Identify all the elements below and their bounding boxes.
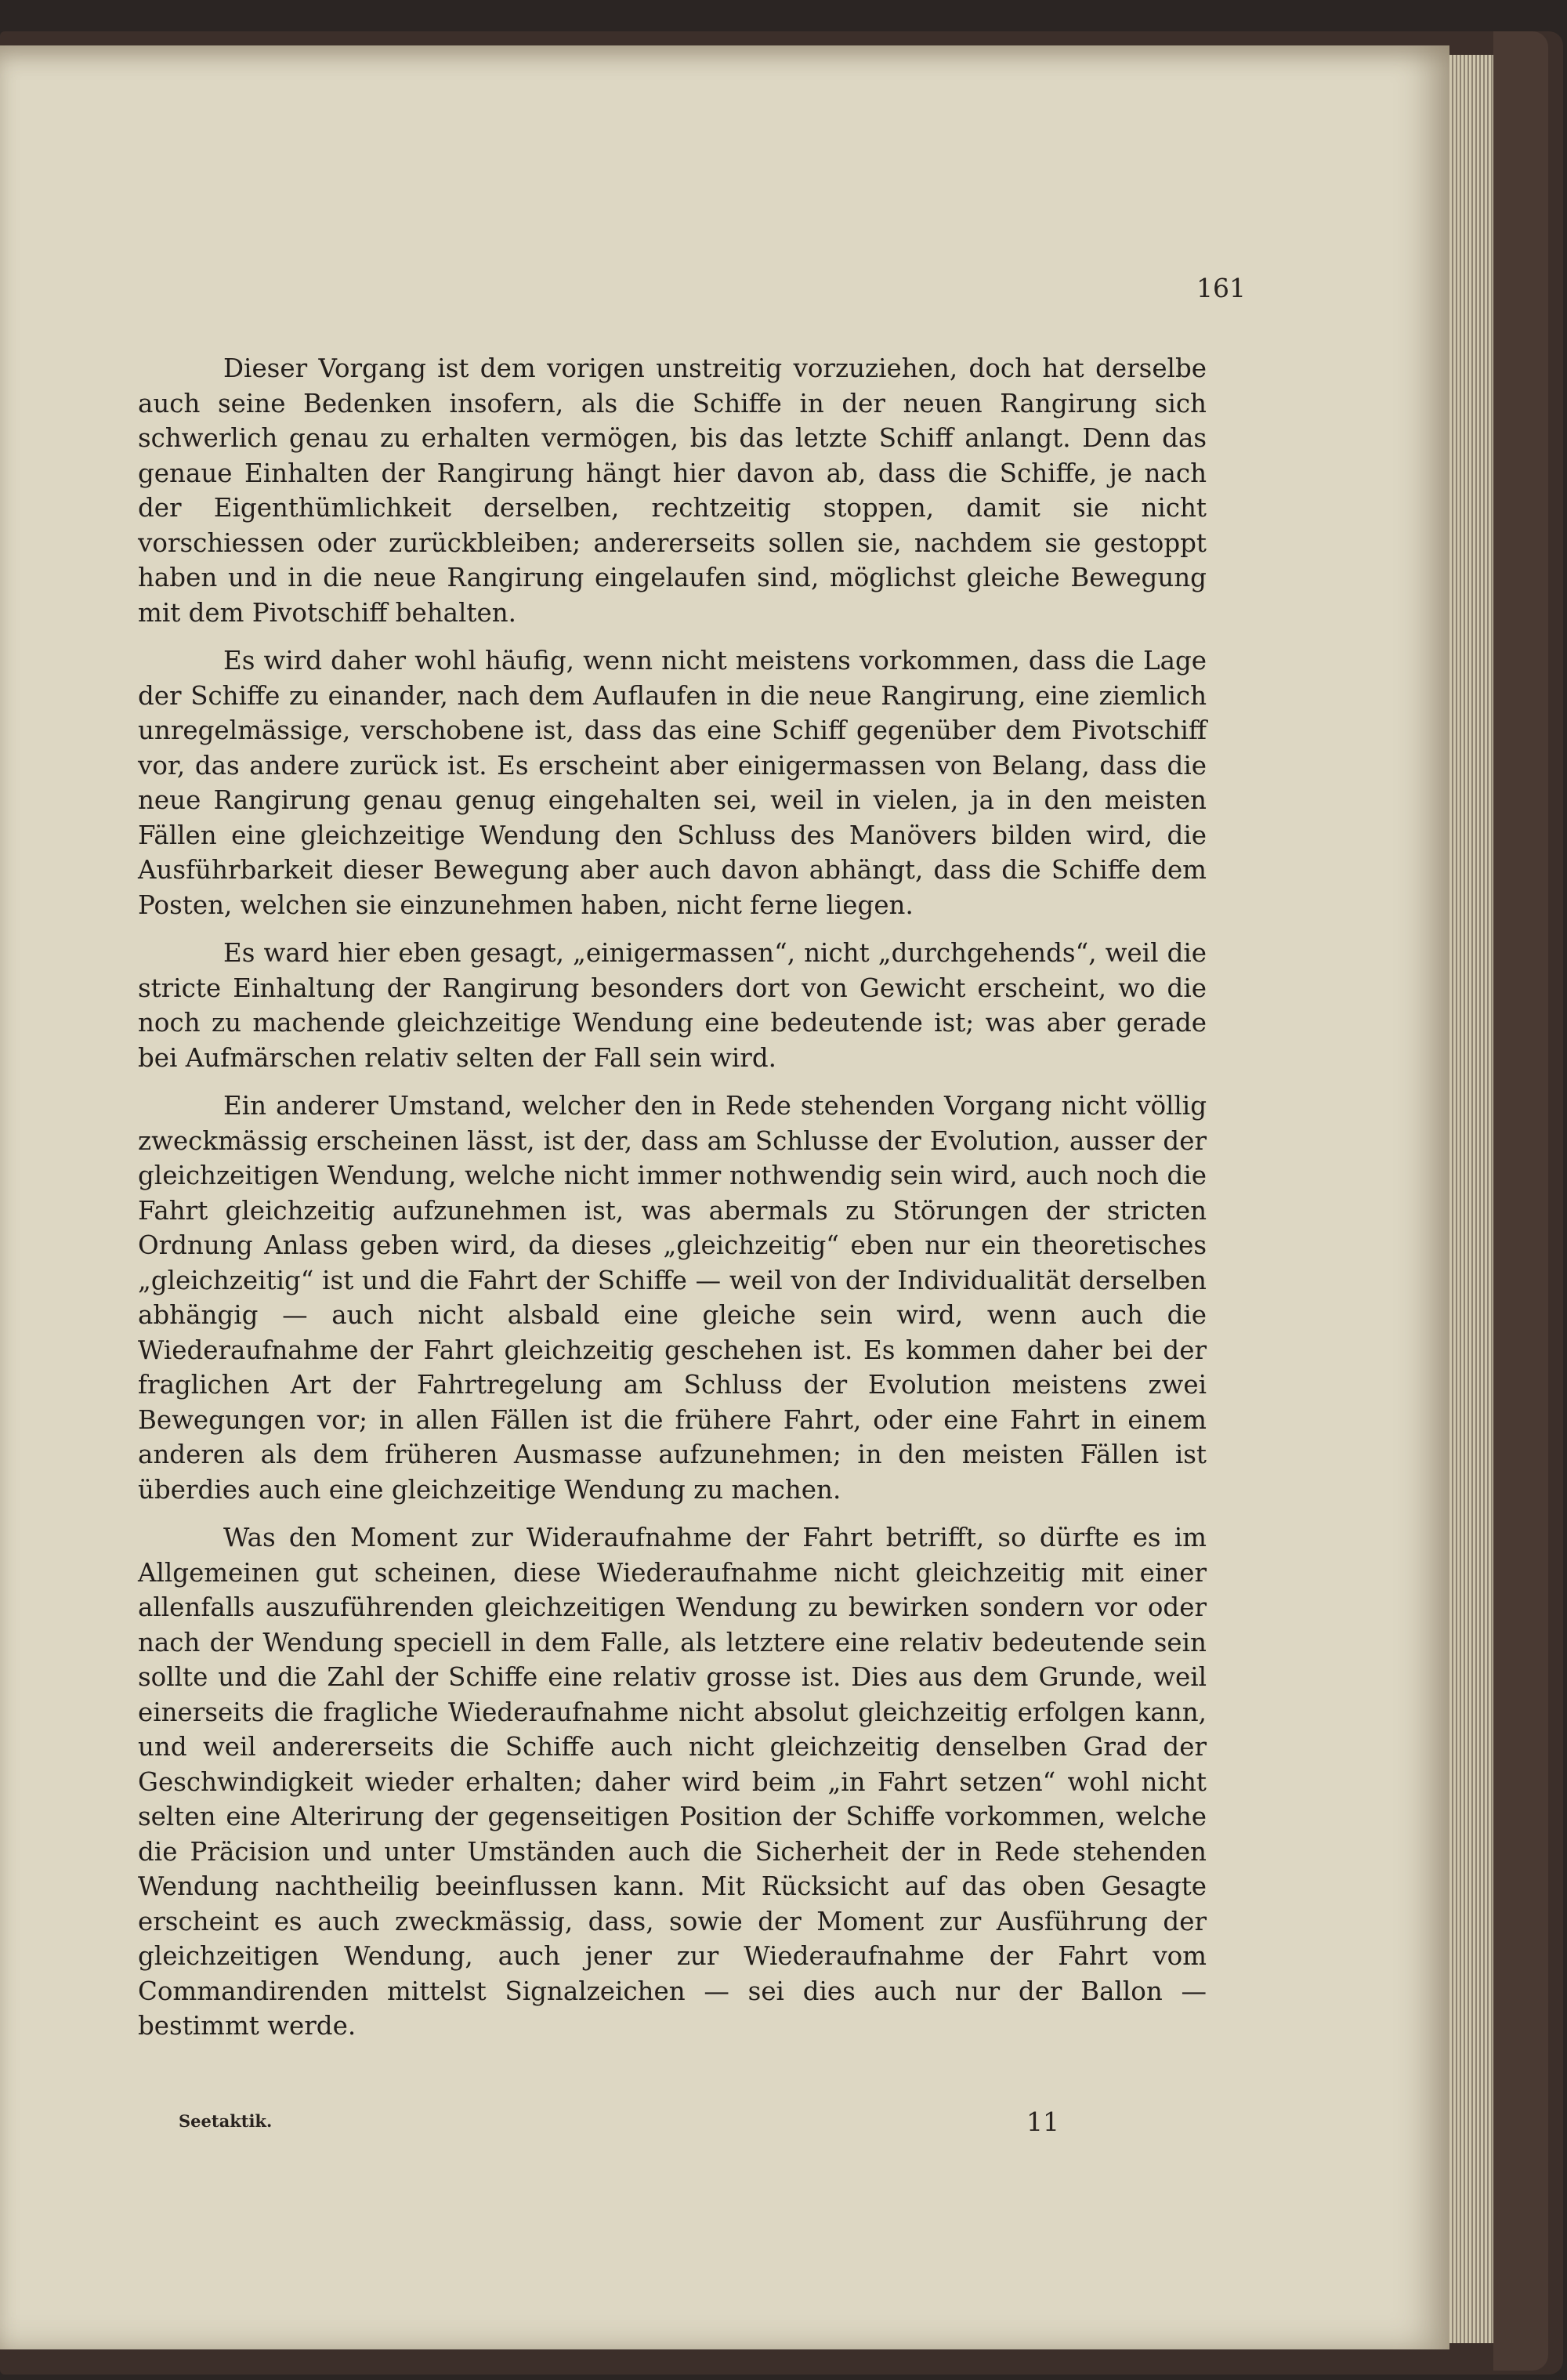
page-edges: [1449, 55, 1493, 2343]
paragraph-1: Dieser Vorgang ist dem vorigen unstreitig vorzuziehen, doch hat derselbe auch seine Bedenken insofern, als die Schiffe in der neuen Rangirung sich schwerlich genau zu erhalten vermögen, bis das letzte Schiff anlangt. Denn das genaue Einhalten der Rangirung hängt hier davon ab, dass die Schiffe, je nach der Eigenthümlichkeit derselben, rechtzeitig stoppen, damit sie nicht vorschiessen oder zurückbleiben; andererseits sollen sie, nachdem sie gestoppt haben und in die neue Rangirung eingelaufen sind, möglichst gleiche Bewegung mit dem Pivotschiff behalten.: [138, 353, 1207, 628]
footer-sheet-number: 11: [1026, 2106, 1059, 2137]
footer-signature: Seetaktik.: [179, 2111, 273, 2131]
book-cover-edge: [1493, 31, 1548, 2371]
paragraph-4: Ein anderer Umstand, welcher den in Rede stehenden Vorgang nicht völlig zweckmässig erscheinen lässt, ist der, dass am Schlusse der Evolution, ausser der gleichzeitigen Wendung, welche nicht immer nothwendig sein wird, auch noch die Fahrt gleichzeitig aufzunehmen ist, was abermals zu Störungen der stricten Ordnung Anlass geben wird, da dieses „gleichzeitig“ eben nur ein theoretisches „gleichzeitig“ ist und die Fahrt der Schiffe — weil von der Individualität derselben abhängig — auch nicht alsbald eine gleiche sein wird, wenn auch die Wiederaufnahme der Fahrt gleichzeitig geschehen ist. Es kommen daher bei der fraglichen Art der Fahrtregelung am Schluss der Evolution meistens zwei Bewegungen vor; in allen Fällen ist die frühere Fahrt, oder eine Fahrt in einem anderen als dem früheren Ausmasse aufzunehmen; in den meisten Fällen ist überdies auch eine gleichzeitige Wendung zu machen.: [138, 1091, 1207, 1505]
paragraph-3: Es ward hier eben gesagt, „einigermassen“, nicht „durchgehends“, weil die stricte Einhaltung der Rangirung besonders dort von Gewicht erscheint, wo die noch zu machende gleichzeitige Wendung eine bedeutende ist; was aber gerade bei Aufmärschen relativ selten der Fall sein wird.: [138, 938, 1207, 1073]
paragraph-5: Was den Moment zur Wideraufnahme der Fahrt betrifft, so dürfte es im Allgemeinen gut scheinen, diese Wiederaufnahme nicht gleichzeitig mit einer allenfalls auszuführenden gleichzeitigen Wendung zu bewirken sondern vor oder nach der Wendung speciell in dem Falle, als letztere eine relativ bedeutende sein sollte und die Zahl der Schiffe eine relativ grosse ist. Dies aus dem Grunde, weil einerseits die fragliche Wiederaufnahme nicht absolut gleichzeitig erfolgen kann, und weil andererseits die Schiffe auch nicht gleichzeitig denselben Grad der Geschwindigkeit wieder erhalten; daher wird beim „in Fahrt setzen“ wohl nicht selten eine Alterirung der gegenseitigen Position der Schiffe vorkommen, welche die Präcision und unter Umständen auch die Sicherheit der in Rede stehenden Wendung nachtheilig beeinflussen kann. Mit Rücksicht auf das oben Gesagte erscheint es auch zweckmässig, dass, sowie der Moment zur Ausführung der gleichzeitigen Wendung, auch jener zur Wiederaufnahme der Fahrt vom Commandirenden mittelst Signalzeichen — sei dies auch nur der Ballon — bestimmt werde.: [138, 1523, 1207, 2041]
page-number: 161: [1196, 273, 1246, 303]
body-text: [138, 351, 1207, 2057]
paragraph-2: Es wird daher wohl häufig, wenn nicht meistens vorkommen, dass die Lage der Schiffe zu einander, nach dem Auflaufen in die neue Rangirung, eine ziemlich unregelmässige, verschobene ist, dass das eine Schiff gegenüber dem Pivotschiff vor, das andere zurück ist. Es erscheint aber einigermassen von Belang, dass die neue Rangirung genau genug eingehalten sei, weil in vielen, ja in den meisten Fällen eine gleichzeitige Wendung den Schluss des Manövers bilden wird, die Ausführbarkeit dieser Bewegung aber auch davon abhängt, dass die Schiffe dem Posten, welchen sie einzunehmen haben, nicht ferne liegen.: [138, 646, 1207, 920]
